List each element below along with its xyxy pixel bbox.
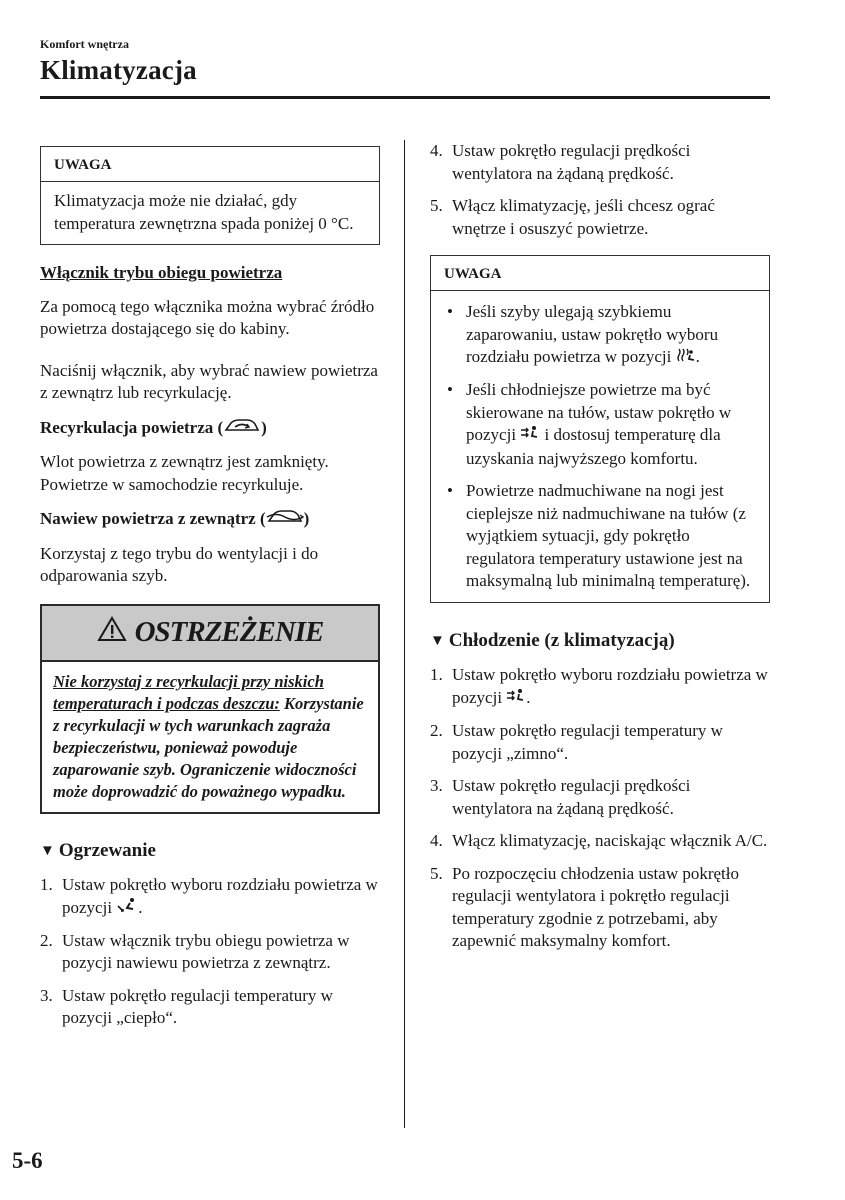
note-bullet-text: Jeśli szyby ulegają szybkiemu zaparowaniu, ustaw pokrętło wyboru rozdziału powietrza w pozycji [466, 302, 719, 366]
list-item [430, 830, 770, 853]
warning-triangle-icon [97, 616, 127, 649]
outside-air-heading-text: Nawiew powietrza z zewnątrz ( [40, 509, 266, 529]
list-item [444, 301, 756, 369]
note-bullet-tail: . [695, 347, 700, 366]
list-item [444, 379, 756, 470]
cooling-heading-text: Chłodzenie (z klimatyzacją) [448, 629, 675, 651]
car-recirculation-icon [223, 417, 261, 442]
title-rule [40, 96, 770, 99]
car-outside-air-icon [266, 508, 304, 533]
list-item [430, 720, 770, 765]
list-item [430, 195, 770, 240]
step-text: Ustaw pokrętło wyboru rozdziału powietrza w pozycji [452, 665, 768, 707]
air-switch-instruction: Naciśnij włącznik, aby wybrać nawiew powietrza z zewnątrz lub recyrkulację. [40, 360, 378, 402]
list-item [40, 985, 380, 1030]
face-airflow-icon [506, 688, 526, 711]
recirculation-heading [40, 417, 380, 442]
step-text: Ustaw pokrętło regulacji temperatury w pozycji „ciepło“. [62, 985, 333, 1028]
cooling-steps [430, 664, 770, 952]
warning-header [42, 606, 378, 662]
left-column [40, 146, 380, 1030]
recirculation-text: Wlot powietrza z zewnątrz jest zamknięty. Powietrze w samochodzie recyrkuluje. [40, 452, 329, 494]
step-text: Ustaw pokrętło regulacji temperatury w pozycji „zimno“. [452, 721, 723, 763]
note-bullet-text-end: i dostosuj temperaturę dla uzyskania najwyższego komfortu. [466, 425, 721, 468]
step-text: Ustaw pokrętło regulacji prędkości wentylatora na żądaną prędkość. [452, 141, 691, 183]
air-switch-description: Za pomocą tego włącznika można wybrać źródło powietrza dostającego się do kabiny. [40, 296, 375, 338]
outside-air-text: Korzystaj z tego trybu do wentylacji i do odparowania szyb. [40, 543, 319, 585]
warning-text: Korzystanie z recyrkulacji w tych warunkach zagraża bezpieczeństwu, ponieważ powoduje zaparowanie szyb. Ograniczenie widoczności może doprowadzić do poważnego wypadku. [53, 693, 364, 801]
note-box-right [430, 255, 770, 603]
step-tail: . [138, 897, 143, 917]
note-bullet-text: Powietrze nadmuchiwane na nogi jest cieplejsze niż nadmuchiwane na tułów (z wyjątkiem sytuacji, gdy pokrętło regulatora temperatury ustawione jest na maksymalną lub minimalną temperaturę). [466, 481, 751, 591]
list-item [40, 930, 380, 975]
step-text: Ustaw włącznik trybu obiegu powietrza w pozycji nawiewu powietrza z zewnątrz. [62, 930, 350, 973]
air-switch-heading: Włącznik trybu obiegu powietrza [40, 263, 283, 282]
page-title: Klimatyzacja [40, 55, 197, 85]
list-item [430, 664, 770, 710]
right-column [430, 140, 770, 953]
triangle-bullet-icon: ▼ [40, 842, 55, 859]
warning-underlined: Nie korzystaj z recyrkulacji przy niskich temperaturach i podczas deszczu: [53, 671, 324, 713]
heating-steps [40, 874, 380, 1030]
step-number: 2. [430, 721, 443, 741]
step-number: 1. [430, 665, 443, 685]
step-number: 3. [40, 985, 53, 1005]
step-number: 1. [40, 875, 53, 894]
step-number: 4. [430, 831, 443, 851]
feet-airflow-icon [116, 897, 138, 920]
list-item [430, 863, 770, 953]
note-body [431, 291, 769, 602]
outside-air-heading-end: ) [303, 509, 310, 529]
step-number: 3. [430, 776, 443, 796]
step-text: Ustaw pokrętło regulacji prędkości wentylatora na żądaną prędkość. [452, 776, 691, 818]
heating-heading-text: Ogrzewanie [58, 839, 156, 861]
section-label: Komfort wnętrza [40, 37, 129, 51]
step-text: Ustaw pokrętło wyboru rozdziału powietrza w pozycji [62, 875, 378, 917]
note-bullet-text: Jeśli chłodniejsze powietrze ma być skierowane na tułów, ustaw pokrętło w pozycji [466, 380, 732, 445]
triangle-bullet-icon: ▼ [430, 632, 445, 649]
step-text: Po rozpoczęciu chłodzenia ustaw pokrętło regulacji wentylatora i pokrętło regulacji temperatury zgodnie z potrzebami, aby zapewnić maksymalny komfort. [452, 863, 740, 951]
note-text: Klimatyzacja może nie działać, gdy temperatura zewnętrzna spada poniżej 0 °C. [54, 191, 354, 233]
heating-heading [40, 840, 380, 863]
face-airflow-icon [520, 425, 540, 448]
heating-steps-continued [430, 140, 770, 240]
step-tail: . [526, 687, 531, 707]
note-heading: UWAGA [431, 256, 769, 291]
defrost-feet-airflow-icon [676, 347, 696, 370]
column-divider [404, 140, 405, 1128]
cooling-heading [430, 630, 770, 653]
step-text: Włącz klimatyzację, naciskając włącznik A/C. [452, 831, 768, 851]
step-number: 5. [430, 196, 443, 215]
step-text: Włącz klimatyzację, jeśli chcesz ograć wnętrze i osuszyć powietrze. [452, 196, 715, 238]
warning-body [42, 662, 378, 812]
step-number: 4. [430, 141, 443, 160]
outside-air-heading [40, 508, 380, 533]
page-number: 5-6 [12, 1148, 43, 1173]
recirculation-heading-end: ) [261, 417, 267, 437]
list-item [430, 775, 770, 820]
warning-box [40, 604, 380, 814]
list-item [444, 480, 756, 593]
recirculation-heading-text: Recyrkulacja powietrza ( [40, 417, 224, 437]
note-heading: UWAGA [41, 147, 379, 182]
step-number: 2. [40, 930, 53, 950]
list-item [430, 140, 770, 185]
note-box [40, 146, 380, 245]
warning-title: OSTRZEŻENIE [134, 616, 324, 649]
note-bullets [444, 301, 756, 593]
list-item [40, 874, 380, 920]
step-number: 5. [430, 863, 443, 883]
